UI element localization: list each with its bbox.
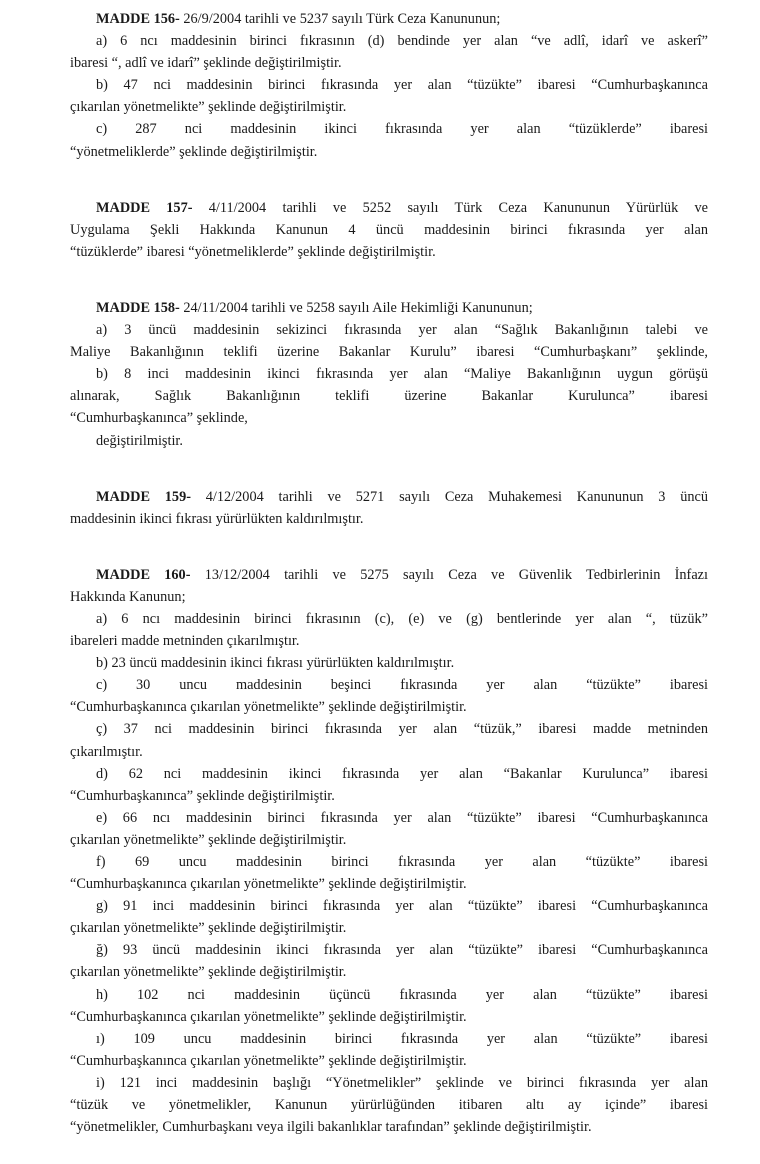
line-text: b) 8 inci maddesinin ikinci fıkrasında yer alan “Maliye Bakanlığının uygun görüşü xyxy=(96,366,708,383)
article-number: MADDE 156- xyxy=(96,11,180,27)
line-text: alınarak, Sağlık Bakanlığının teklifi üzerine Bakanlar Kurulunca” ibaresi xyxy=(70,388,708,405)
line-text: “Cumhurbaşkanınca çıkarılan yönetmelikte” şeklinde değiştirilmiştir. xyxy=(70,1008,467,1025)
text-line xyxy=(70,1116,708,1138)
line-text: b) 47 nci maddesinin birinci fıkrasında yer alan “tüzükte” ibaresi “Cumhurbaşkanınca xyxy=(96,77,708,94)
text-line xyxy=(70,430,708,452)
text-line xyxy=(70,763,708,785)
line-text: “Cumhurbaşkanınca çıkarılan yönetmelikte” şeklinde değiştirilmiştir. xyxy=(70,1052,467,1069)
line-text: d) 62 nci maddesinin ikinci fıkrasında yer alan “Bakanlar Kurulunca” ibaresi xyxy=(96,765,708,782)
line-text: “yönetmelikler, Cumhurbaşkanı veya ilgili bakanlıklar tarafından” şeklinde değiştirilmiştir. xyxy=(70,1119,592,1136)
text-line xyxy=(70,197,708,219)
text-line xyxy=(70,984,708,1006)
text-line xyxy=(70,586,708,608)
line-text: çıkarılan yönetmelikte” şeklinde değiştirilmiştir. xyxy=(70,831,347,848)
line-text: ğ) 93 üncü maddesinin ikinci fıkrasında yer alan “tüzükte” ibaresi “Cumhurbaşkanınca xyxy=(96,942,708,959)
line-text: ı) 109 uncu maddesinin birinci fıkrasında yer alan “tüzükte” ibaresi xyxy=(96,1030,708,1047)
text-line xyxy=(70,30,708,52)
line-text: e) 66 ncı maddesinin birinci fıkrasında yer alan “tüzükte” ibaresi “Cumhurbaşkanınca xyxy=(96,809,708,826)
text-line xyxy=(70,674,708,696)
line-text: ç) 37 nci maddesinin birinci fıkrasında yer alan “tüzük,” ibaresi madde metninden xyxy=(96,721,708,738)
text-line xyxy=(70,341,708,363)
line-text: ibareleri madde metninden çıkarılmıştır. xyxy=(70,633,300,650)
text-line xyxy=(70,407,708,429)
text-line xyxy=(70,219,708,241)
text-line xyxy=(70,385,708,407)
line-text: 24/11/2004 tarihli ve 5258 sayılı Aile Hekimliği Kanununun; xyxy=(183,299,533,316)
text-line xyxy=(70,118,708,140)
line-text: değiştirilmiştir. xyxy=(96,432,183,449)
text-line xyxy=(70,895,708,917)
line-text: g) 91 inci maddesinin birinci fıkrasında yer alan “tüzükte” ibaresi “Cumhurbaşkanınca xyxy=(96,898,708,915)
text-line xyxy=(70,319,708,341)
text-line xyxy=(70,829,708,851)
article-157 xyxy=(70,197,708,263)
line-text: c) 287 nci maddesinin ikinci fıkrasında yer alan “tüzüklerde” ibaresi xyxy=(96,121,708,138)
article-number: MADDE 160- xyxy=(96,566,191,583)
text-line xyxy=(70,630,708,652)
article-160 xyxy=(70,564,708,1138)
text-line xyxy=(70,508,708,530)
line-text: 13/12/2004 tarihli ve 5275 sayılı Ceza ve Güvenlik Tedbirlerinin İnfazı xyxy=(204,566,708,583)
line-text: a) 6 ncı maddesinin birinci fıkrasının (d) bendinde yer alan “ve adlî, idarî ve askerî” xyxy=(96,33,708,50)
line-text: “yönetmeliklerde” şeklinde değiştirilmiştir. xyxy=(70,143,318,160)
line-text: c) 30 uncu maddesinin beşinci fıkrasında yer alan “tüzükte” ibaresi xyxy=(96,677,708,694)
line-text: 4/11/2004 tarihli ve 5252 sayılı Türk Ceza Kanununun Yürürlük ve xyxy=(208,199,708,216)
text-line xyxy=(70,486,708,508)
article-number: MADDE 158- xyxy=(96,299,180,316)
line-text: çıkarılan yönetmelikte” şeklinde değiştirilmiştir. xyxy=(70,920,347,937)
line-text: Maliye Bakanlığının teklifi üzerine Bakanlar Kurulu” ibaresi “Cumhurbaşkanı” şeklinde, xyxy=(70,344,708,361)
text-line xyxy=(70,1028,708,1050)
article-158 xyxy=(70,297,708,452)
text-line xyxy=(70,52,708,74)
text-line xyxy=(70,1072,708,1094)
text-line xyxy=(70,8,708,30)
text-line xyxy=(70,696,708,718)
text-line xyxy=(70,564,708,586)
article-number: MADDE 157- xyxy=(96,199,193,216)
line-text: Uygulama Şekli Hakkında Kanunun 4 üncü maddesinin birinci fıkrasında yer alan xyxy=(70,221,708,238)
line-text: b) 23 üncü maddesinin ikinci fıkrası yürürlükten kaldırılmıştır. xyxy=(96,655,455,672)
line-text: Hakkında Kanunun; xyxy=(70,588,186,605)
text-line xyxy=(70,851,708,873)
line-text: “Cumhurbaşkanınca” şeklinde değiştirilmiştir. xyxy=(70,787,335,804)
line-text: f) 69 uncu maddesinin birinci fıkrasında yer alan “tüzükte” ibaresi xyxy=(96,854,708,870)
line-text: 26/9/2004 tarihli ve 5237 sayılı Türk Ceza Kanununun; xyxy=(183,11,501,27)
text-line xyxy=(70,718,708,740)
text-line xyxy=(70,297,708,319)
article-159 xyxy=(70,486,708,530)
line-text: çıkarılan yönetmelikte” şeklinde değiştirilmiştir. xyxy=(70,964,347,981)
text-line xyxy=(70,873,708,895)
text-line xyxy=(70,741,708,763)
text-line xyxy=(70,785,708,807)
text-line xyxy=(70,74,708,96)
text-line xyxy=(70,141,708,163)
text-line xyxy=(70,241,708,263)
article-156 xyxy=(70,8,708,163)
line-text: 4/12/2004 tarihli ve 5271 sayılı Ceza Muhakemesi Kanununun 3 üncü xyxy=(205,488,708,505)
text-line xyxy=(70,807,708,829)
text-line xyxy=(70,363,708,385)
line-text: a) 3 üncü maddesinin sekizinci fıkrasında yer alan “Sağlık Bakanlığının talebi ve xyxy=(96,322,708,339)
line-text: çıkarılan yönetmelikte” şeklinde değiştirilmiştir. xyxy=(70,99,347,116)
line-text: ibaresi “, adlî ve idarî” şeklinde değiştirilmiştir. xyxy=(70,55,342,72)
text-line xyxy=(70,1050,708,1072)
line-text: h) 102 nci maddesinin üçüncü fıkrasında yer alan “tüzükte” ibaresi xyxy=(96,986,708,1003)
line-text: i) 121 inci maddesinin başlığı “Yönetmelikler” şeklinde ve birinci fıkrasında yer alan xyxy=(96,1074,708,1091)
line-text: “tüzüklerde” ibaresi “yönetmeliklerde” şeklinde değiştirilmiştir. xyxy=(70,243,436,260)
line-text: “tüzük ve yönetmelikler, Kanunun yürürlüğünden itibaren altı ay içinde” ibaresi xyxy=(70,1097,708,1114)
line-text: “Cumhurbaşkanınca çıkarılan yönetmelikte” şeklinde değiştirilmiştir. xyxy=(70,876,467,893)
text-line xyxy=(70,939,708,961)
text-line xyxy=(70,652,708,674)
line-text: çıkarılmıştır. xyxy=(70,743,143,760)
line-text: maddesinin ikinci fıkrası yürürlükten kaldırılmıştır. xyxy=(70,510,364,527)
text-line xyxy=(70,608,708,630)
text-line xyxy=(70,961,708,983)
line-text: “Cumhurbaşkanınca çıkarılan yönetmelikte” şeklinde değiştirilmiştir. xyxy=(70,699,467,716)
text-line xyxy=(70,96,708,118)
article-number: MADDE 159- xyxy=(96,488,191,505)
text-line xyxy=(70,1006,708,1028)
text-line xyxy=(70,1094,708,1116)
line-text: “Cumhurbaşkanınca” şeklinde, xyxy=(70,410,248,427)
text-line xyxy=(70,917,708,939)
line-text: a) 6 ncı maddesinin birinci fıkrasının (c), (e) ve (g) bentlerinde yer alan “, tüzük” xyxy=(96,610,708,627)
